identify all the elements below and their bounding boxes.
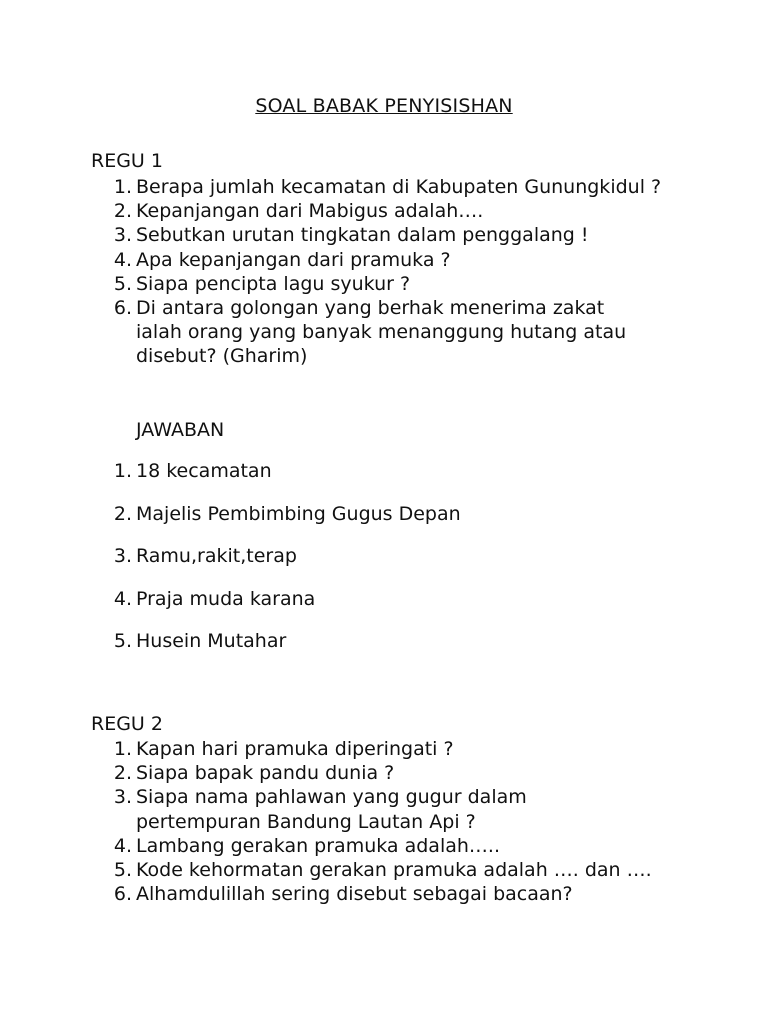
item-number: 1. [113,176,132,198]
regu2-heading: REGU 2 [91,713,163,735]
item-number: 2. [113,502,132,525]
item-text: Siapa bapak pandu dunia ? [136,762,395,785]
list-item [0,223,768,247]
item-number: 3. [113,224,132,247]
item-number: 3. [113,786,132,809]
item-number: 3. [113,545,132,567]
regu1-question-list [0,175,768,369]
list-item [0,858,768,882]
list-item [0,587,768,630]
item-text: Lambang gerakan pramuka adalah….. [136,834,500,857]
regu2-question-list [0,737,768,906]
item-number: 6. [113,297,132,320]
item-text: Siapa nama pahlawan yang gugur dalam pertempuran Bandung Lautan Api ? [136,786,527,833]
list-item [0,785,768,833]
list-item [0,544,768,587]
item-number: 4. [113,587,132,610]
item-text: Ramu,rakit,terap [136,545,297,567]
list-item [0,737,768,761]
item-number: 2. [113,762,132,785]
item-number: 4. [113,248,132,271]
regu1-answer-list [0,459,768,672]
list-item [0,199,768,223]
list-item [0,272,768,296]
item-text: Berapa jumlah kecamatan di Kabupaten Gunungkidul ? [136,176,662,198]
item-number: 1. [113,738,132,760]
list-item [0,502,768,545]
item-number: 5. [113,859,132,882]
answers-heading: JAWABAN [136,419,225,441]
item-text: Kapan hari pramuka diperingati ? [136,738,454,760]
list-item [0,834,768,858]
item-text: Siapa pencipta lagu syukur ? [136,272,411,295]
item-number: 6. [113,883,132,906]
item-number: 4. [113,834,132,857]
item-text: Praja muda karana [136,587,316,610]
list-item [0,459,768,502]
item-text: Kode kehormatan gerakan pramuka adalah …. dan …. [136,859,652,882]
item-number: 5. [113,630,132,652]
list-item [0,629,768,672]
item-number: 5. [113,272,132,295]
item-text: Husein Mutahar [136,630,287,652]
item-text: Sebutkan urutan tingkatan dalam penggalang ! [136,224,589,247]
regu1-heading: REGU 1 [91,150,163,172]
list-item [0,296,768,369]
list-item [0,175,768,199]
list-item [0,882,768,906]
page-title: SOAL BABAK PENYISISHAN [255,95,513,117]
item-text: Alhamdulillah sering disebut sebagai bacaan? [136,883,573,906]
item-number: 2. [113,200,132,223]
list-item [0,248,768,272]
item-text: 18 kecamatan [136,460,272,482]
list-item [0,761,768,785]
item-text: Apa kepanjangan dari pramuka ? [136,248,451,271]
item-number: 1. [113,460,132,482]
item-text: Majelis Pembimbing Gugus Depan [136,502,461,525]
item-text: Di antara golongan yang berhak menerima zakat ialah orang yang banyak menanggung hutang atau disebut? (Gharim) [136,297,627,368]
item-text: Kepanjangan dari Mabigus adalah…. [136,200,484,223]
